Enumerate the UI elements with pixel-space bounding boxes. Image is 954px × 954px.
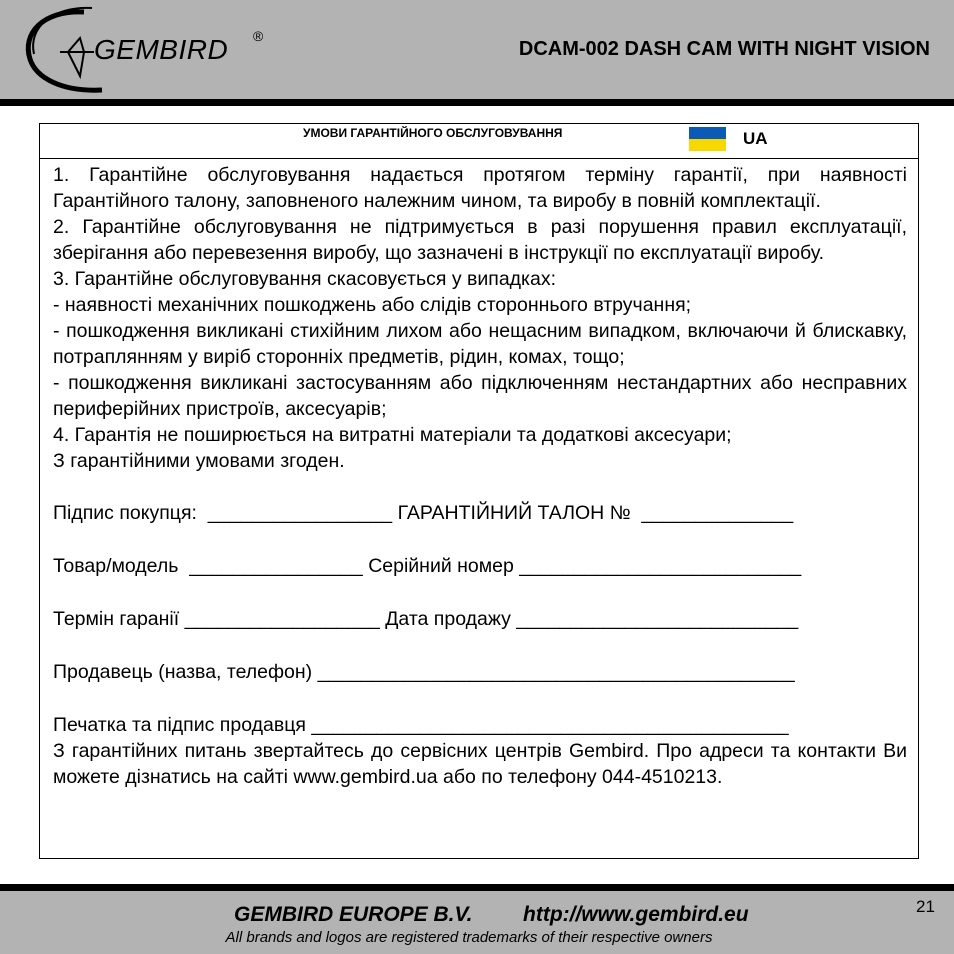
paragraph: 3. Гарантійне обслуговування скасовується у випадках: <box>53 268 557 290</box>
paragraph: 2. Гарантійне обслуговування не підтримується в разі порушення правил експлуатації, зберігання або перевезення виробу, що зазначені в інструкції по експлуатації виробу. <box>53 216 907 264</box>
seller-field: Продавець (назва, телефон) ____________________________________________ <box>53 661 795 683</box>
header-divider <box>0 99 954 106</box>
warranty-box-header <box>40 124 918 159</box>
language-code: UA <box>743 129 768 148</box>
ukraine-flag-icon <box>689 127 726 151</box>
page-footer <box>0 891 954 954</box>
document-title: DCAM-002 DASH CAM WITH NIGHT VISION <box>518 38 930 60</box>
section-title: УМОВИ ГАРАНТІЙНОГО ОБСЛУГОВУВАННЯ <box>303 126 563 140</box>
paragraph: - пошкодження викликані стихійним лихом або нещасним випадком, включаючи й блискавку, потраплянням у виріб сторонніх предметів, рідин, комах, тощо; <box>53 320 907 368</box>
paragraph: 4. Гарантія не поширюється на витратні матеріали та додаткові аксесуари; <box>53 424 732 446</box>
gembird-logo <box>22 4 262 96</box>
warranty-box <box>39 123 919 859</box>
paragraph: - пошкодження викликані застосуванням або підключенням нестандартних або несправних периферійних пристроїв, аксесуарів; <box>53 372 907 420</box>
page-number: 21 <box>916 897 935 916</box>
warranty-period-field: Термін гаранії __________________ Дата продажу __________________________ <box>53 608 799 630</box>
product-model-field: Товар/модель ________________ Серійний номер __________________________ <box>53 555 802 577</box>
paragraph: - наявності механічних пошкоджень або слідів стороннього втручання; <box>53 294 692 316</box>
registered-mark: ® <box>253 28 264 44</box>
footer-divider <box>0 884 954 891</box>
paragraph: 1. Гарантійне обслуговування надається протягом терміну гарантії, при наявності Гарантійного талону, заповненого належним чином, та виробу в повній комплектації. <box>53 164 907 212</box>
seller-stamp-field: Печатка та підпис продавця ____________________________________________ <box>53 714 789 736</box>
warranty-text <box>53 162 907 790</box>
logo-text: GEMBIRD <box>94 34 229 65</box>
buyer-signature-field: Підпис покупця: _________________ ГАРАНТІЙНИЙ ТАЛОН № ______________ <box>53 502 794 524</box>
contact-paragraph: З гарантійних питань звертайтесь до сервісних центрів Gembird. Про адреси та контакти Ви можете дізнатись на сайті www.gembird.ua або по телефону 044-4510213. <box>53 740 907 788</box>
footer-company: GEMBIRD EUROPE B.V. <box>234 903 473 926</box>
trademark-note: All brands and logos are registered trademarks of their respective owners <box>225 929 713 946</box>
footer-url: http://www.gembird.eu <box>523 903 749 926</box>
page-header <box>0 0 954 100</box>
paragraph: З гарантійними умовами згоден. <box>53 450 345 472</box>
